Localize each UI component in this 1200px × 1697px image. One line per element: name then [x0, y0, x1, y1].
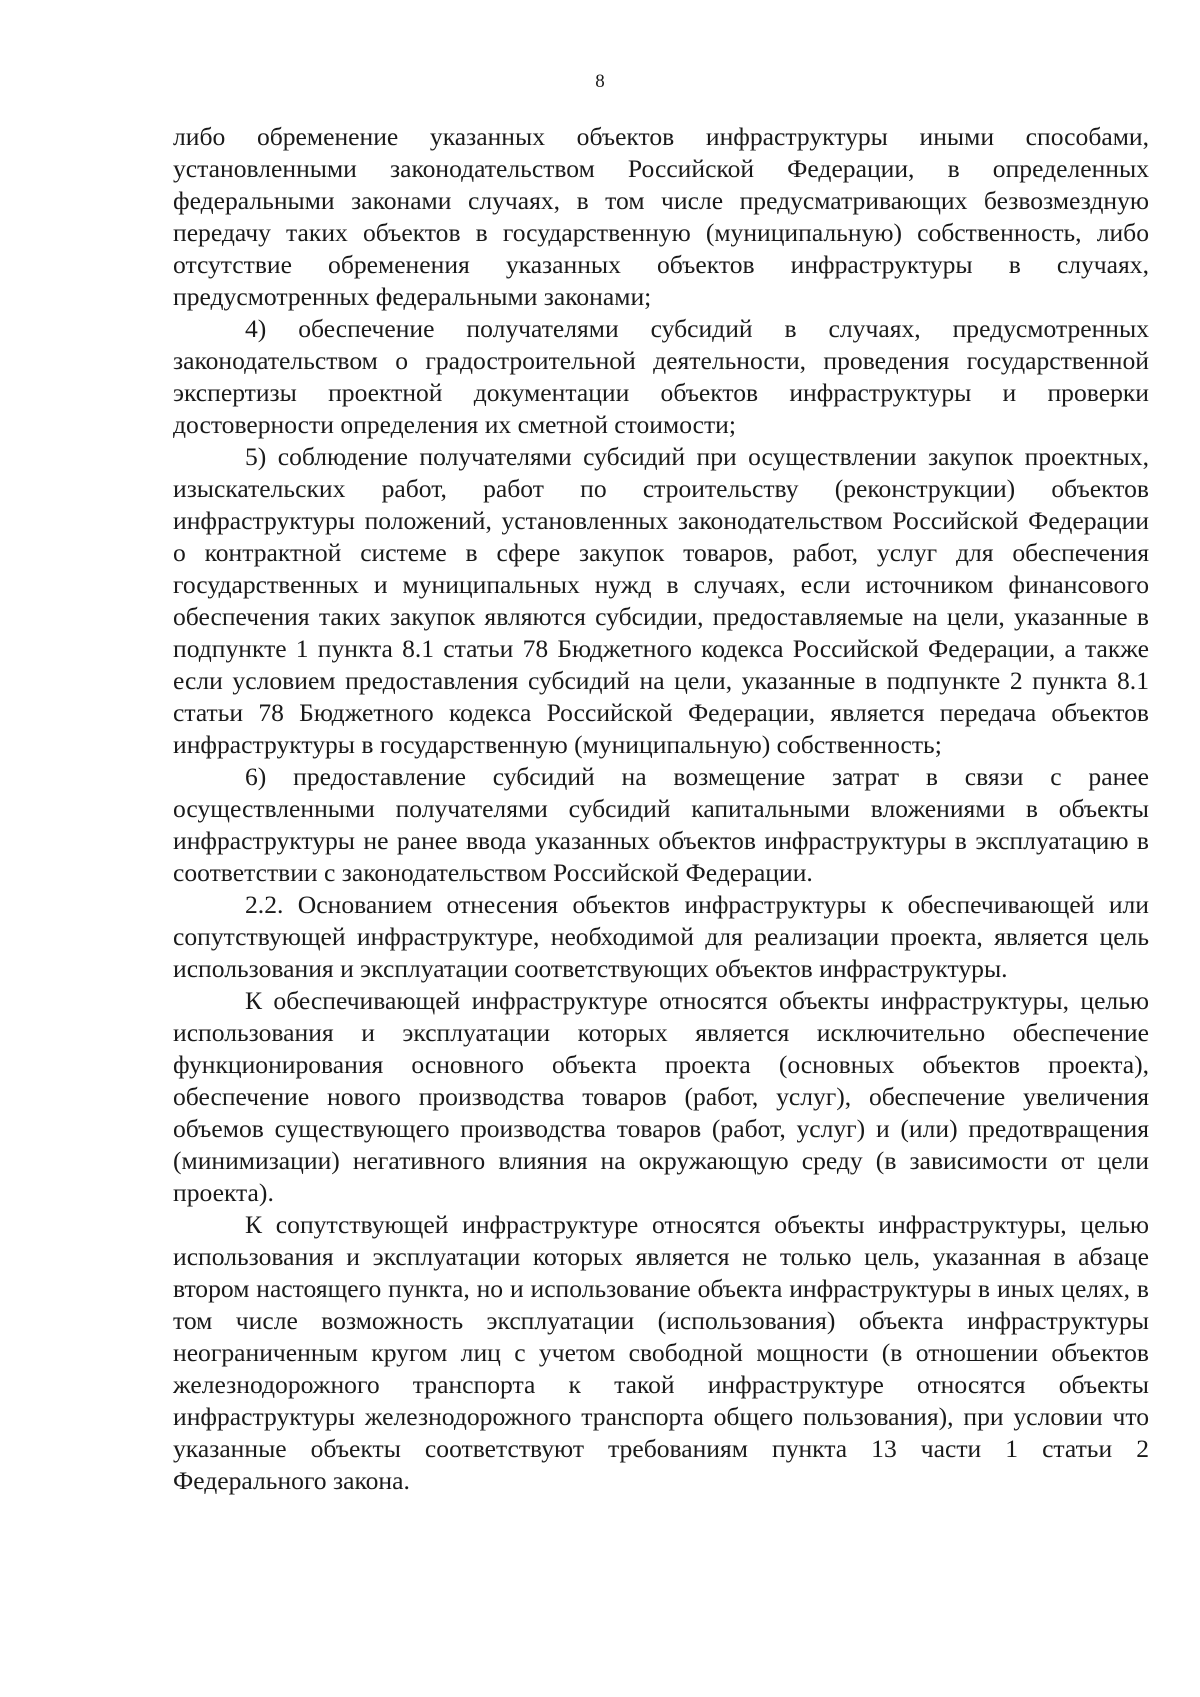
document-body — [173, 121, 1149, 1497]
paragraph-obligations-continuation: либо обременение указанных объектов инфраструктуры иными способами, установленными законодательством Российской Федерации, в определенных федеральными законами случаях, в том числе предусматривающих безвозмездную передачу таких объектов в государственную (муниципальную) собственность, либо отсутствие обременения указанных объектов инфраструктуры в случаях, предусмотренных федеральными законами; — [173, 122, 1149, 311]
paragraph-section-2-2: 2.2. Основанием отнесения объектов инфраструктуры к обеспечивающей или сопутствующей инфраструктуре, необходимой для реализации проекта, является цель использования и эксплуатации соответствующих объектов инфраструктуры. — [173, 890, 1149, 983]
page-number: 8 — [595, 71, 605, 92]
paragraph-item-4: 4) обеспечение получателями субсидий в случаях, предусмотренных законодательством о градостроительной деятельности, проведения государственной экспертизы проектной документации объектов инфраструктуры и проверки достоверности определения их сметной стоимости; — [173, 314, 1149, 439]
paragraph-supporting-infrastructure: К обеспечивающей инфраструктуре относятся объекты инфраструктуры, целью использования и эксплуатации которых является исключительно обеспечение функционирования основного объекта проекта (основных объектов проекта), обеспечение нового производства товаров (работ, услуг), обеспечение увеличения объемов существующего производства товаров (работ, услуг) и (или) предотвращения (минимизации) негативного влияния на окружающую среду (в зависимости от цели проекта). — [173, 986, 1149, 1207]
paragraph-accompanying-infrastructure: К сопутствующей инфраструктуре относятся объекты инфраструктуры, целью использования и эксплуатации которых является не только цель, указанная в абзаце втором настоящего пункта, но и использование объекта инфраструктуры в иных целях, в том числе возможность эксплуатации (использования) объекта инфраструктуры неограниченным кругом лиц с учетом свободной мощности (в отношении объектов железнодорожного транспорта к такой инфраструктуре относятся объекты инфраструктуры железнодорожного транспорта общего пользования), при условии что указанные объекты соответствуют требованиям пункта 13 части 1 статьи 2 Федерального закона. — [173, 1210, 1149, 1495]
paragraph-item-5: 5) соблюдение получателями субсидий при осуществлении закупок проектных, изыскательских работ, работ по строительству (реконструкции) объектов инфраструктуры положений, установленных законодательством Российской Федерации о контрактной системе в сфере закупок товаров, работ, услуг для обеспечения государственных и муниципальных нужд в случаях, если источником финансового обеспечения таких закупок являются субсидии, предоставляемые на цели, указанные в подпункте 1 пункта 8.1 статьи 78 Бюджетного кодекса Российской Федерации, а также если условием предоставления субсидий на цели, указанные в подпункте 2 пункта 8.1 статьи 78 Бюджетного кодекса Российской Федерации, является передача объектов инфраструктуры в государственную (муниципальную) собственность; — [173, 442, 1149, 759]
paragraph-item-6: 6) предоставление субсидий на возмещение затрат в связи с ранее осуществленными получателями субсидий капитальными вложениями в объекты инфраструктуры не ранее ввода указанных объектов инфраструктуры в эксплуатацию в соответствии с законодательством Российской Федерации. — [173, 762, 1149, 887]
